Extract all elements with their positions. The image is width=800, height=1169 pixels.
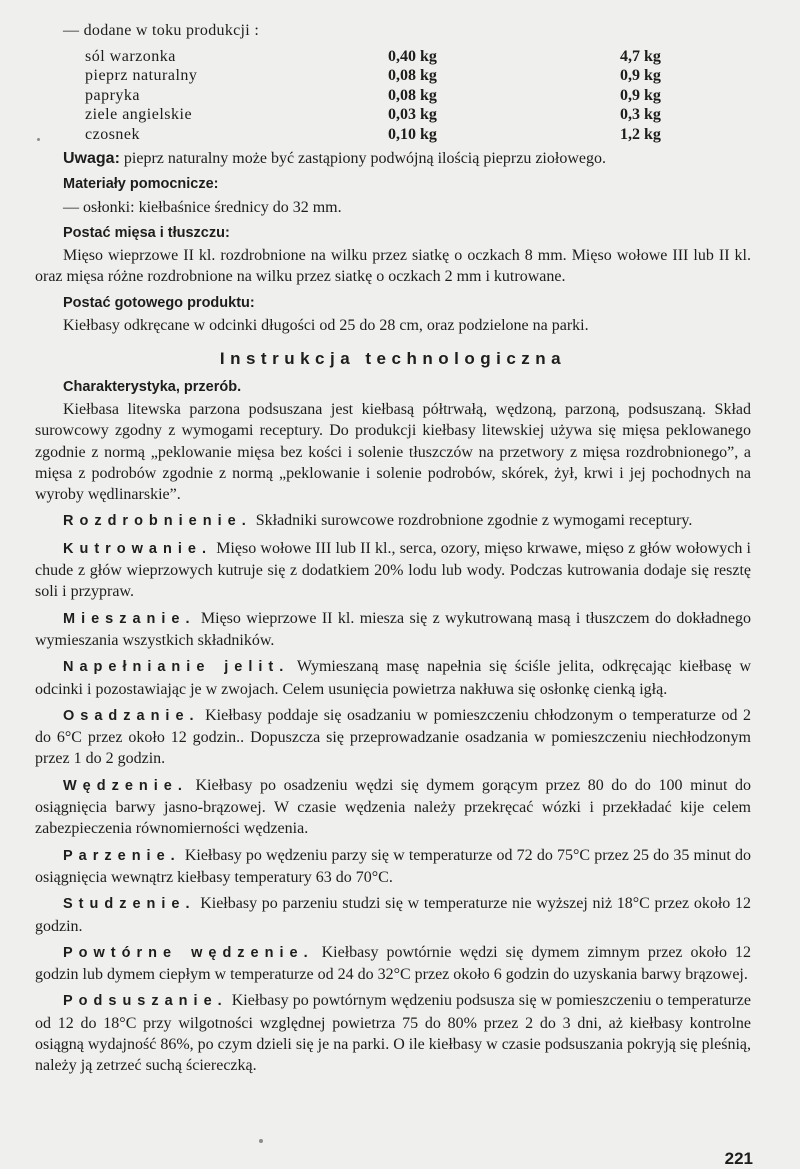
uwaga-note bbox=[35, 148, 751, 169]
ingredient-quantity-2: 1,2 kg bbox=[620, 125, 661, 143]
ingredient-name: papryka bbox=[85, 86, 141, 104]
ingredient-name: czosnek bbox=[85, 125, 141, 143]
postac-miesa-text: Mięso wieprzowe II kl. rozdrobnione na wilku przez siatkę o oczkach 8 mm. Mięso wołowe III lub II kl. oraz mięsa różne rozdrobnione na wilku przez siatkę o oczkach 2 mm i kutrowane. bbox=[35, 247, 751, 286]
print-speck bbox=[37, 138, 40, 141]
table-row bbox=[85, 66, 661, 85]
intro-line: — dodane w toku produkcji : bbox=[63, 22, 260, 39]
step-text: Kiełbasy poddaje się osadzaniu w pomieszczeniu chłodzonym o temperaturze od 2 do 6°C przez około 12 godzin.. Dopuszcza się przeprowadzanie osadzania w pomieszczeniu niechłodzonym przez 1 do 2 godzin. bbox=[35, 706, 751, 768]
step-paragraph bbox=[35, 845, 751, 889]
step-paragraph bbox=[35, 608, 751, 652]
ingredient-quantity-2: 0,9 kg bbox=[620, 86, 661, 104]
step-text: Kiełbasy po powtórnym wędzeniu podsusza się w pomieszczeniu o temperaturze od 12 do 18°C przy wilgotności względnej powietrza 75 do 80% przez 2 do 3 dni, aż kiełbasy kontrolne osiągną wydajność 86%, po czym dzieli się je na parki. O ile kiełbasy w czasie podsuszania pokryją się pleśnią, należy ją zetrzeć suchą ściereczką. bbox=[35, 992, 751, 1075]
ingredient-quantity-1: 0,03 kg bbox=[388, 106, 437, 124]
step-text: Mięso wołowe III lub II kl., serca, ozory, mięso krwawe, mięso z głów wołowych i chude z głów wieprzowych kutruje się z dodatkiem 20% lodu lub wody. Podczas kutrowania dodaje się resztę soli i przypraw. bbox=[35, 539, 751, 601]
ingredients-table bbox=[85, 47, 661, 144]
step-term: Osadzanie. bbox=[63, 707, 200, 724]
table-row bbox=[85, 105, 661, 124]
table-row bbox=[85, 86, 661, 105]
table-row bbox=[85, 125, 661, 144]
step-paragraph bbox=[35, 510, 751, 532]
uwaga-label: Uwaga: bbox=[63, 150, 120, 167]
step-term: Wędzenie. bbox=[63, 777, 188, 794]
step-term: Rozdrobnienie. bbox=[63, 513, 252, 530]
ingredient-quantity-2: 0,3 kg bbox=[620, 106, 661, 124]
step-paragraph bbox=[35, 775, 751, 840]
materialy-text: — osłonki: kiełbaśnice średnicy do 32 mm. bbox=[63, 198, 342, 216]
page-number: 221 bbox=[724, 1149, 753, 1168]
step-term: Mieszanie. bbox=[63, 610, 196, 627]
step-paragraph bbox=[35, 893, 751, 937]
step-term: Parzenie. bbox=[63, 847, 181, 864]
step-term: Studzenie. bbox=[63, 896, 196, 913]
ingredient-name: pieprz naturalny bbox=[85, 67, 198, 85]
table-row bbox=[85, 47, 661, 66]
charakterystyka-text: Kiełbasa litewska parzona podsuszana jest kiełbasą półtrwałą, wędzoną, parzoną, podsuszaną. Skład surowcowy zgodny z wymogami receptury. Do produkcji kiełbasy litewskiej używa się mięsa peklowanego zgodnie z normą „peklowanie mięsa bez kości i solenie tłuszczów na przetwory z mięsa rozdrobnionego”, a mięsa z podrobów zgodnie z normą „peklowanie i solenie podrobów, skórek, żył, krwi i jej pochodnych na wyroby wędlinarskie”. bbox=[35, 400, 751, 504]
ingredient-quantity-2: 0,9 kg bbox=[620, 67, 661, 85]
step-term: Kutrowanie. bbox=[63, 540, 212, 557]
ingredient-quantity-1: 0,08 kg bbox=[388, 67, 437, 85]
postac-produktu-text: Kiełbasy odkręcane w odcinki długości od 25 do 28 cm, oraz podzielone na parki. bbox=[63, 317, 589, 335]
ingredient-quantity-2: 4,7 kg bbox=[620, 48, 661, 65]
step-paragraph bbox=[35, 656, 751, 700]
ingredient-quantity-1: 0,40 kg bbox=[388, 48, 437, 65]
postac-produktu-heading: Postać gotowego produktu: bbox=[63, 294, 255, 311]
print-speck bbox=[259, 1139, 263, 1143]
step-text: Kiełbasy powtórnie wędzi się dymem zimnym przez około 12 godzin lub dymem ciepłym w temperaturze od 24 do 32°C przez około 6 godzin do uzyskania barwy brązowej. bbox=[35, 943, 751, 984]
step-text: Kiełbasy po wędzeniu parzy się w temperaturze od 72 do 75°C przez 25 do 35 minut do osiągnięcia wewnątrz kiełbasy temperatury 63 do 70°C. bbox=[35, 846, 751, 886]
postac-miesa-heading: Postać mięsa i tłuszczu: bbox=[63, 224, 230, 241]
step-paragraph bbox=[35, 990, 751, 1076]
materialy-heading: Materiały pomocnicze: bbox=[63, 176, 219, 193]
section-title: Instrukcja technologiczna bbox=[219, 349, 567, 369]
step-paragraph bbox=[35, 705, 751, 770]
step-term: Podsuszanie. bbox=[63, 993, 228, 1010]
ingredient-quantity-1: 0,08 kg bbox=[388, 86, 437, 104]
uwaga-text: pieprz naturalny może być zastąpiony podwójną ilością pieprzu ziołowego. bbox=[119, 150, 606, 167]
charakterystyka-heading: Charakterystyka, przerób. bbox=[63, 378, 242, 395]
step-text: Składniki surowcowe rozdrobnione zgodnie z wymogami receptury. bbox=[251, 512, 693, 530]
step-text: Mięso wieprzowe II kl. miesza się z wykutrowaną masą i tłuszczem do dokładnego wymieszania wszystkich składników. bbox=[35, 609, 751, 649]
ingredient-name: ziele angielskie bbox=[85, 106, 193, 124]
ingredient-quantity-1: 0,10 kg bbox=[388, 125, 437, 143]
ingredient-name: sól warzonka bbox=[85, 48, 176, 65]
step-text: Kiełbasy po parzeniu studzi się w temperaturze nie wyższej niż 18°C przez około 12 godzin. bbox=[35, 895, 751, 935]
step-text: Kiełbasy po osadzeniu wędzi się dymem gorącym przez 80 do do 100 minut do osiągnięcia barwy jasno-brązowej. W czasie wędzenia należy przekręcać wózki i przekładać kije celem zabezpieczenia równomierności wędzenia. bbox=[35, 776, 751, 838]
step-paragraph bbox=[35, 942, 751, 986]
step-paragraph bbox=[35, 538, 751, 603]
step-text: Wymieszaną masę napełnia się ściśle jelita, odkręcając kiełbasę w odcinki i pozostawiając je w zwojach. Celem usunięcia powietrza nakłuwa się osłonkę cienką igłą. bbox=[35, 658, 751, 698]
step-term: Napełnianie jelit. bbox=[63, 659, 290, 676]
step-term: Powtórne wędzenie. bbox=[63, 944, 314, 961]
document-body bbox=[35, 148, 751, 1082]
